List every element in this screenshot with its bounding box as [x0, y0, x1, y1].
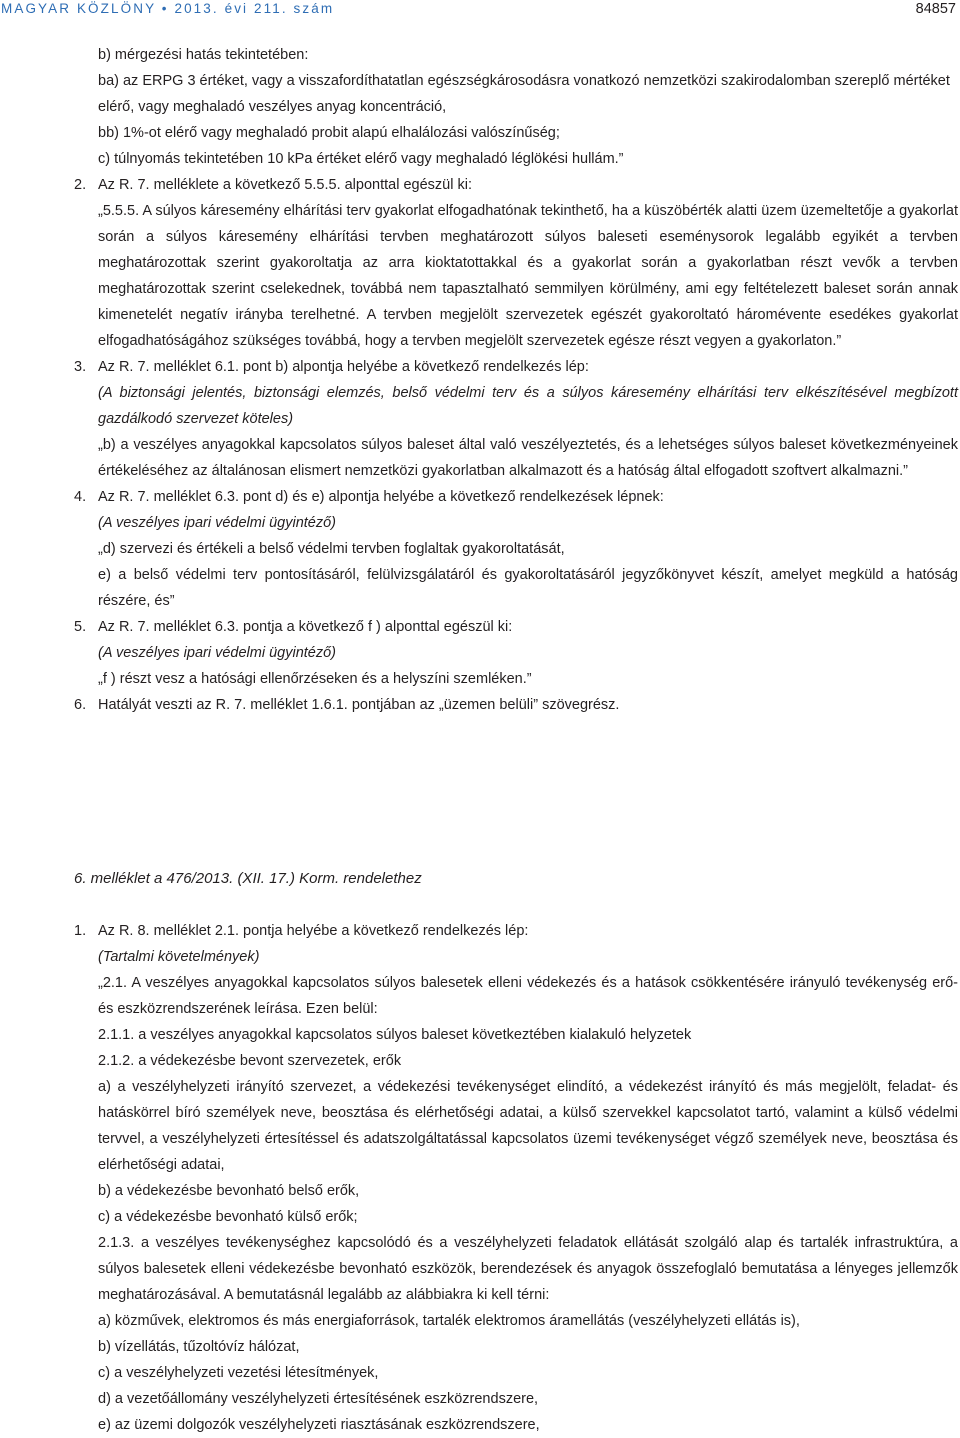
quote-5-5-5: „5.5.5. A súlyos káresemény elhárítási terv gyakorlat elfogadhatónak tekinthető, ha a küszöbérték alatti üzem üzemeltetője a gyakorlat során a súlyos káresemény elhárítási tervben meghatározott súlyos baleseti eseménysorok legalább egyikét a tervben meghatározottak szerint gyakoroltatja az arra kioktatottakkal és a gyakorlat során a gyakorlatban részt vevők a tervben meghatározottak szerint cselekednek, továbbá nem tapasztalható semmilyen körülmény, ami egy feltételezett baleset során annak kimenetelét negatív irányba terelhetné. A tervben megjelölt szervezetek egészét gyakoroltató háromévente esedékes gyakorlat elfogadhatóságához szükséges továbbá, hogy a tervben megjelölt szervezetek egésze részt vegyen a gyakorlaton.” — [98, 203, 958, 349]
item-text: Az R. 7. melléklet 6.3. pontja a következő f ) alponttal egészül ki: — [98, 619, 513, 635]
paragraph-e2: e) az üzemi dolgozók veszélyhelyzeti riasztásának eszközrendszere, — [98, 1417, 540, 1433]
document-body — [74, 42, 958, 718]
paragraph-2-1-3: 2.1.3. a veszélyes tevékenységhez kapcsolódó és a veszélyhelyzeti feladatok ellátását szolgáló alap és tartalék infrastruktúra, a súlyos balesetek elleni védekezésbe bevonható eszközök, berendezések és anyagok összefoglaló bemutatása a lényeges jellemzők meghatározásával. A bemutatásnál legalább az alábbiakra ki kell térni: — [98, 1235, 958, 1303]
italic-context: (Tartalmi követelmények) — [98, 949, 260, 965]
paragraph-2-1-1: 2.1.1. a veszélyes anyagokkal kapcsolatos súlyos baleset következtében kialakuló helyzetek — [98, 1027, 692, 1043]
paragraph-c2: c) a veszélyhelyzeti vezetési létesítmények, — [98, 1365, 379, 1381]
section-line-ba: ba) az ERPG 3 értéket, vagy a visszafordíthatatlan egészségkárosodásra vonatkozó nemzetközi szakirodalomban szereplő mértéket elérő, vagy meghaladó veszélyes anyag koncentráció, — [98, 73, 950, 115]
item-text: Az R. 7. melléklet 6.1. pont b) alpontja helyébe a következő rendelkezés lép: — [98, 359, 589, 375]
item-number: 6. — [74, 697, 87, 713]
section-line-b: b) mérgezési hatás tekintetében: — [98, 47, 309, 63]
numbered-item-4 — [74, 484, 958, 510]
item-text: Az R. 7. melléklet 6.3. pont d) és e) alpontja helyébe a következő rendelkezések lépnek: — [98, 489, 664, 505]
quote-b: „b) a veszélyes anyagokkal kapcsolatos súlyos baleset által való veszélyeztetés, és a lehetséges súlyos baleset következményeinek értékeléséhez az általánosan elismert nemzetközi gyakorlatban alkalmazott és a hatóság által elfogadott szoftvert alkalmazni.” — [98, 437, 958, 479]
section-line-c: c) túlnyomás tekintetében 10 kPa értéket elérő vagy meghaladó léglökési hullám.” — [98, 151, 624, 167]
numbered-item-1 — [74, 918, 958, 944]
page-header — [0, 0, 960, 22]
italic-context: (A biztonsági jelentés, biztonsági elemzés, belső védelmi terv és a súlyos káresemény elhárítási terv elkészítésével megbízott gazdálkodó szervezet köteles) — [98, 385, 958, 427]
italic-context: (A veszélyes ipari védelmi ügyintéző) — [98, 645, 337, 661]
annex-body — [74, 918, 958, 1438]
paragraph-c: c) a védekezésbe bevonható külső erők; — [98, 1209, 358, 1225]
paragraph-2-1-2: 2.1.2. a védekezésbe bevont szervezetek, erők — [98, 1053, 402, 1069]
annex-title: 6. melléklet a 476/2013. (XII. 17.) Korm. rendelethez — [74, 870, 422, 887]
quote-f: „f ) részt vesz a hatósági ellenőrzéseken és a helyszíni szemléken.” — [98, 671, 532, 687]
item-text: Az R. 8. melléklet 2.1. pontja helyébe a következő rendelkezés lép: — [98, 923, 529, 939]
running-title: MAGYAR KÖZLÖNY • 2013. évi 211. szám — [1, 1, 335, 16]
paragraph-b2: b) vízellátás, tűzoltóvíz hálózat, — [98, 1339, 300, 1355]
paragraph-a: a) a veszélyhelyzeti irányító szervezet, a védekezési tevékenységet elindító, a védekezést irányító és más megjelölt, feladat- és hatáskörrel bíró személyek neve, beosztása és elérhetőségi adatai, a külső szervekkel kapcsolatot tartó, valamint a külső védelmi tervvel, a veszélyhelyzeti értesítéssel és adatszolgáltatással kapcsolatos üzemi tevékenységet végző személyek neve, beosztása és elérhetőségi adatai, — [98, 1079, 958, 1173]
item-number: 3. — [74, 359, 87, 375]
item-number: 1. — [74, 923, 87, 939]
italic-context: (A veszélyes ipari védelmi ügyintéző) — [98, 515, 337, 531]
item-text: Az R. 7. melléklete a következő 5.5.5. alponttal egészül ki: — [98, 177, 472, 193]
quote-d: „d) szervezi és értékeli a belső védelmi tervben foglaltak gyakoroltatását, — [98, 541, 565, 557]
quote-e: e) a belső védelmi terv pontosításáról, felülvizsgálatáról és gyakoroltatásáról jegyzőkönyvet készít, amelyet megküld a hatóság részére, és” — [98, 567, 958, 609]
item-text: Hatályát veszti az R. 7. melléklet 1.6.1. pontjában az „üzemen belüli” szövegrész. — [98, 697, 620, 713]
page-number: 84857 — [915, 1, 956, 17]
numbered-item-2 — [74, 172, 958, 198]
paragraph-b: b) a védekezésbe bevonható belső erők, — [98, 1183, 360, 1199]
section-line-bb: bb) 1%-ot elérő vagy meghaladó probit alapú elhalálozási valószínűség; — [98, 125, 560, 141]
item-number: 2. — [74, 177, 87, 193]
numbered-item-3 — [74, 354, 958, 380]
paragraph-d2: d) a vezetőállomány veszélyhelyzeti értesítésének eszközrendszere, — [98, 1391, 539, 1407]
numbered-item-5 — [74, 614, 958, 640]
item-number: 4. — [74, 489, 87, 505]
paragraph-2-1: „2.1. A veszélyes anyagokkal kapcsolatos súlyos balesetek elleni védekezés és a hatások csökkentésére irányuló tevékenység erő- és eszközrendszerének leírása. Ezen belül: — [98, 975, 958, 1017]
numbered-item-6 — [74, 692, 958, 718]
item-number: 5. — [74, 619, 87, 635]
paragraph-a2: a) közművek, elektromos és más energiaforrások, tartalék elektromos áramellátás (veszélyhelyzeti ellátás is), — [98, 1313, 800, 1329]
